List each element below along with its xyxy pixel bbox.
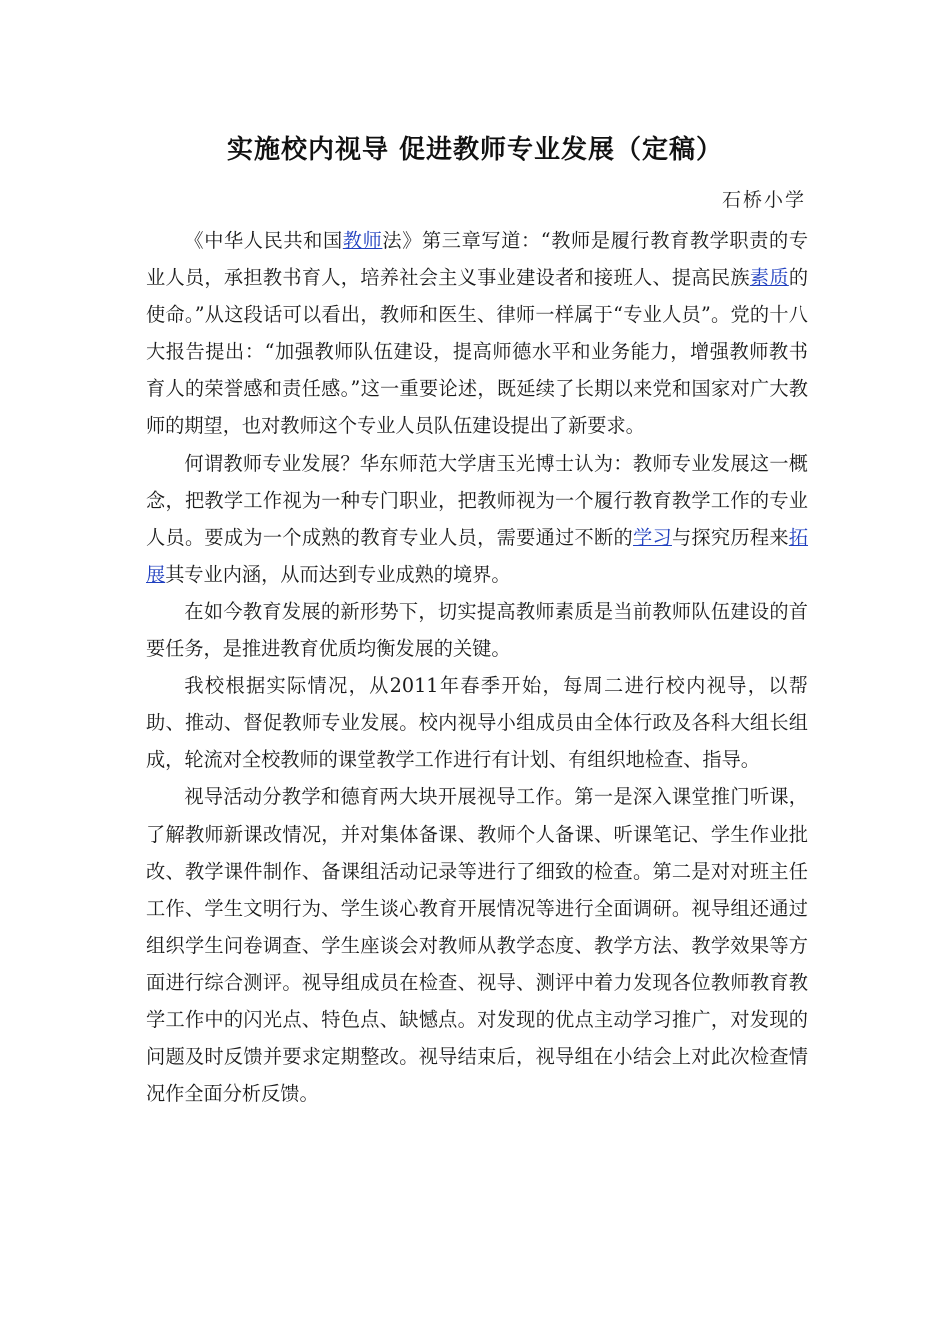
paragraph-new-situation: 在如今教育发展的新形势下，切实提高教师素质是当前教师队伍建设的首要任务，是推进教育优质均衡发展的关键。 — [146, 599, 808, 661]
document-author: 石桥小学 — [721, 189, 806, 211]
link-teacher[interactable]: 教师 — [342, 229, 383, 252]
paragraph-inspection-activities: 视导活动分教学和德育两大块开展视导工作。第一是深入课堂推门听课，了解教师新课改情况，并对集体备课、教师个人备课、听课笔记、学生作业批改、教学课件制作、备课组活动记录等进行了细致的检查。第二是对对班主任工作、学生文明行为、学生谈心教育开展情况等进行全面调研。视导组还通过组织学生问卷调查、学生座谈会对教师从教学态度、教学方法、教学效果等方面进行综合测评。视导组成员在检查、视导、测评中着力发现各位教师教育教学工作中的闪光点、特色点、缺憾点。对发现的优点主动学习推广，对发现的问题及时反馈并要求定期整改。视导结束后，视导组在小结会上对此次检查情况作全面分析反馈。 — [146, 785, 808, 1106]
paragraph-text: 法》第三章写道：“教师是履行教育教学职责的专业人员，承担教书育人，培养社会主义事业建设者和接班人、提高民族 — [146, 229, 809, 290]
link-quality[interactable]: 素质 — [749, 266, 789, 290]
paragraph-text: 与探究历程来 — [671, 525, 789, 549]
paragraph-text: 的使命。”从这段话可以看出，教师和医生、律师一样属于“专业人员”。党的十八大报告提出：“加强教师队伍建设，提高师德水平和业务能力，增强教师教书育人的荣誉感和责任感。”这一重要论述，既延续了长期以来党和国家对广大教师的期望，也对教师这个专业人员队伍建设提出了新要求。 — [146, 266, 809, 438]
link-learning[interactable]: 学习 — [632, 525, 672, 549]
paragraph-text: 《中华人民共和国 — [184, 229, 343, 252]
paragraph-school-practice: 我校根据实际情况，从2011年春季开始，每周二进行校内视导，以帮助、推动、督促教师专业发展。校内视导小组成员由全体行政及各科大组长组成，轮流对全校教师的课堂教学工作进行有计划、有组织地检查、指导。 — [146, 674, 808, 772]
link-expand[interactable]: 拓展 — [146, 525, 809, 586]
paragraph-text: 其专业内涵，从而达到专业成熟的境界。 — [165, 562, 511, 586]
paragraph-text: 何谓教师专业发展？华东师范大学唐玉光博士认为：教师专业发展这一概念，把教学工作视为一种专门职业，把教师视为一个履行教育教学工作的专业人员。要成为一个成熟的教育专业人员，需要通过不断的 — [146, 451, 808, 549]
paragraph-teachers-law — [146, 222, 808, 445]
paragraph-professional-development — [146, 445, 808, 593]
document-body — [146, 222, 808, 1112]
document-title: 实施校内视导 促进教师专业发展（定稿） — [226, 135, 724, 165]
